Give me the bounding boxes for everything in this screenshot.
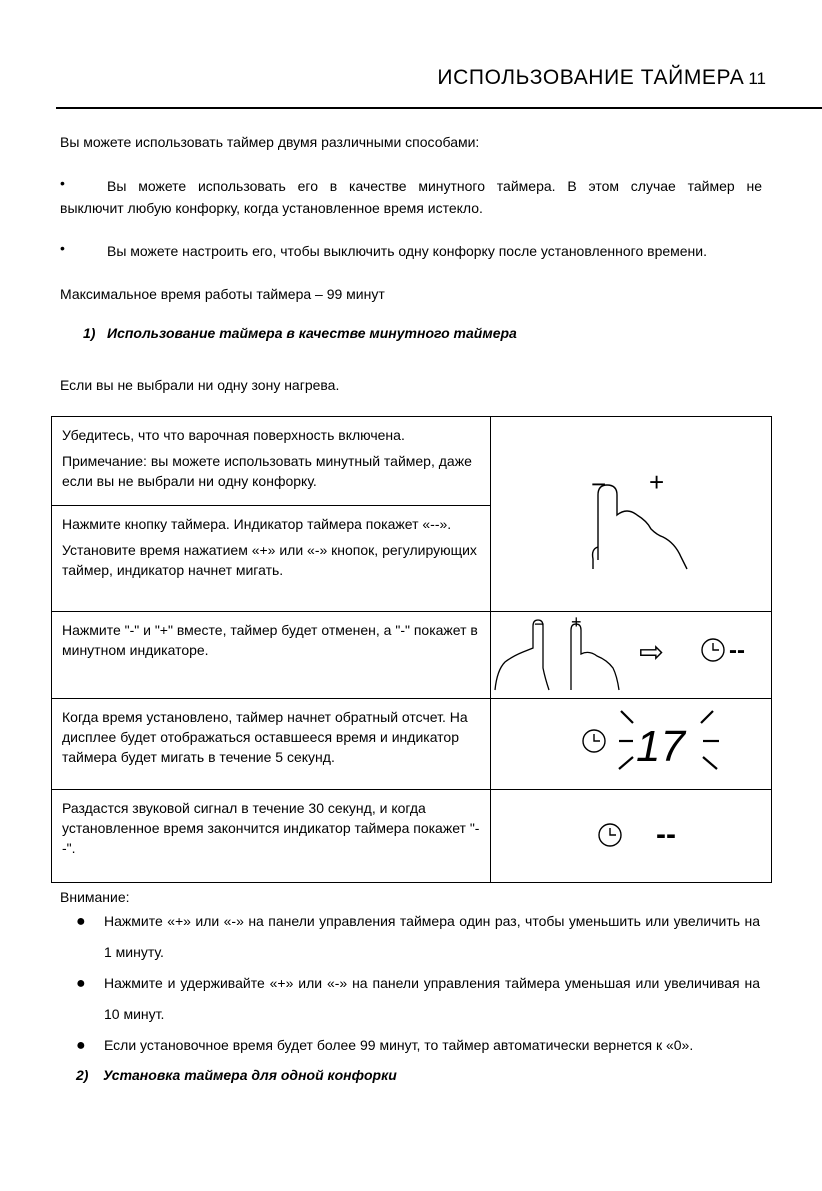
arrow-right-icon: ⇨ [639, 635, 665, 670]
section-1-title: Использование таймера в качестве минутного таймера [107, 325, 517, 341]
minus-sign: − [591, 469, 607, 499]
page-title: ИСПОЛЬЗОВАНИЕ ТАЙМЕРА [437, 66, 745, 89]
bullet-text-continued: выключит любую конфорку, когда установленное время истекло. [60, 200, 483, 216]
dash-display: -- [656, 818, 676, 851]
bullet-mark: • [60, 240, 65, 256]
table-row [52, 612, 772, 699]
note-text: Примечание: вы можете использовать минутный таймер, даже если вы не выбрали ни одну конфорку. [62, 453, 472, 489]
dash-display: -- [729, 637, 745, 664]
section-1-number: 1) [83, 325, 96, 341]
step-text: Раздастся звуковой сигнал в течение 30 секунд, и когда установленное время закончится индикатор таймера покажет "- -". [62, 800, 480, 856]
finger-press-figure [491, 417, 770, 607]
plus-sign: + [649, 467, 665, 497]
figure-cell-cancel [491, 612, 772, 699]
list-item: ● Нажмите «+» или «-» на панели управления таймера один раз, чтобы уменьшить или увеличить на 1 минуту. [76, 913, 760, 960]
figure-cell-press [491, 417, 772, 612]
finished-figure [491, 790, 770, 877]
figure-cell-countdown [491, 699, 772, 790]
section-2-title: Установка таймера для одной конфорки [103, 1067, 397, 1083]
step-text: Установите время нажатием «+» или «-» кнопок, регулирующих таймер, индикатор начнет мигать. [62, 542, 477, 578]
countdown-figure [491, 699, 770, 784]
figure-cell-finished [491, 790, 772, 883]
intro-text: Вы можете использовать таймер двумя различными способами: [60, 134, 480, 150]
table-row [52, 417, 772, 506]
table-row [52, 699, 772, 790]
clock-hands [610, 828, 616, 835]
list-item-text: Нажмите и удерживайте «+» или «-» на панели управления таймера уменьшая или увеличивая на 10 минут. [104, 975, 760, 1022]
table-cell [52, 790, 491, 883]
no-zone-text: Если вы не выбрали ни одну зону нагрева. [60, 377, 340, 393]
instruction-table [51, 416, 772, 883]
clock-hands [594, 734, 600, 741]
list-item-text: Нажмите «+» или «-» на панели управления таймера один раз, чтобы уменьшить или увеличить на 1 минуту. [104, 913, 760, 960]
bullet-mark: • [60, 175, 65, 191]
finger-outline [593, 547, 598, 569]
table-cell [52, 612, 491, 699]
page-header [0, 66, 766, 90]
table-row [52, 790, 772, 883]
plus-sign: + [571, 612, 582, 632]
table-cell [52, 699, 491, 790]
attention-list [60, 906, 760, 1061]
step-text: Убедитесь, что что варочная поверхность включена. [62, 427, 405, 443]
list-item-text: Если установочное время будет более 99 минут, то таймер автоматически вернется к «0». [104, 1037, 694, 1053]
countdown-digits: 17 [636, 722, 685, 771]
page-number: 11 [748, 69, 766, 88]
clock-hands [713, 643, 719, 650]
minus-sign: − [534, 614, 545, 634]
bullet-text: Вы можете настроить его, чтобы выключить одну конфорку после установленного времени. [107, 243, 707, 259]
step-text: Нажмите кнопку таймера. Индикатор таймера покажет «--». [62, 516, 452, 532]
attention-label: Внимание: [60, 889, 130, 905]
header-divider [56, 107, 822, 109]
bullet-text: Вы можете использовать его в качестве минутного таймера. В этом случае таймер не [107, 178, 762, 194]
list-item: ● Нажмите и удерживайте «+» или «-» на панели управления таймера уменьшая или увеличивая на 10 минут. [76, 975, 760, 1022]
max-time-text: Максимальное время работы таймера – 99 минут [60, 286, 385, 302]
cancel-figure [491, 612, 770, 693]
table-cell [52, 417, 491, 506]
finger-icon [598, 485, 687, 569]
list-item: ● Если установочное время будет более 99 минут, то таймер автоматически вернется к «0». [76, 1037, 694, 1054]
table-cell [52, 506, 491, 612]
step-text: Нажмите "-" и "+" вместе, таймер будет отменен, а "-" покажет в минутном индикаторе. [62, 622, 478, 658]
finger-icon [571, 624, 619, 690]
section-2-number: 2) [76, 1067, 89, 1083]
step-text: Когда время установлено, таймер начнет обратный отсчет. На дисплее будет отображаться оставшееся время и индикатор таймера будет мигать в течение 5 секунд. [62, 709, 468, 765]
